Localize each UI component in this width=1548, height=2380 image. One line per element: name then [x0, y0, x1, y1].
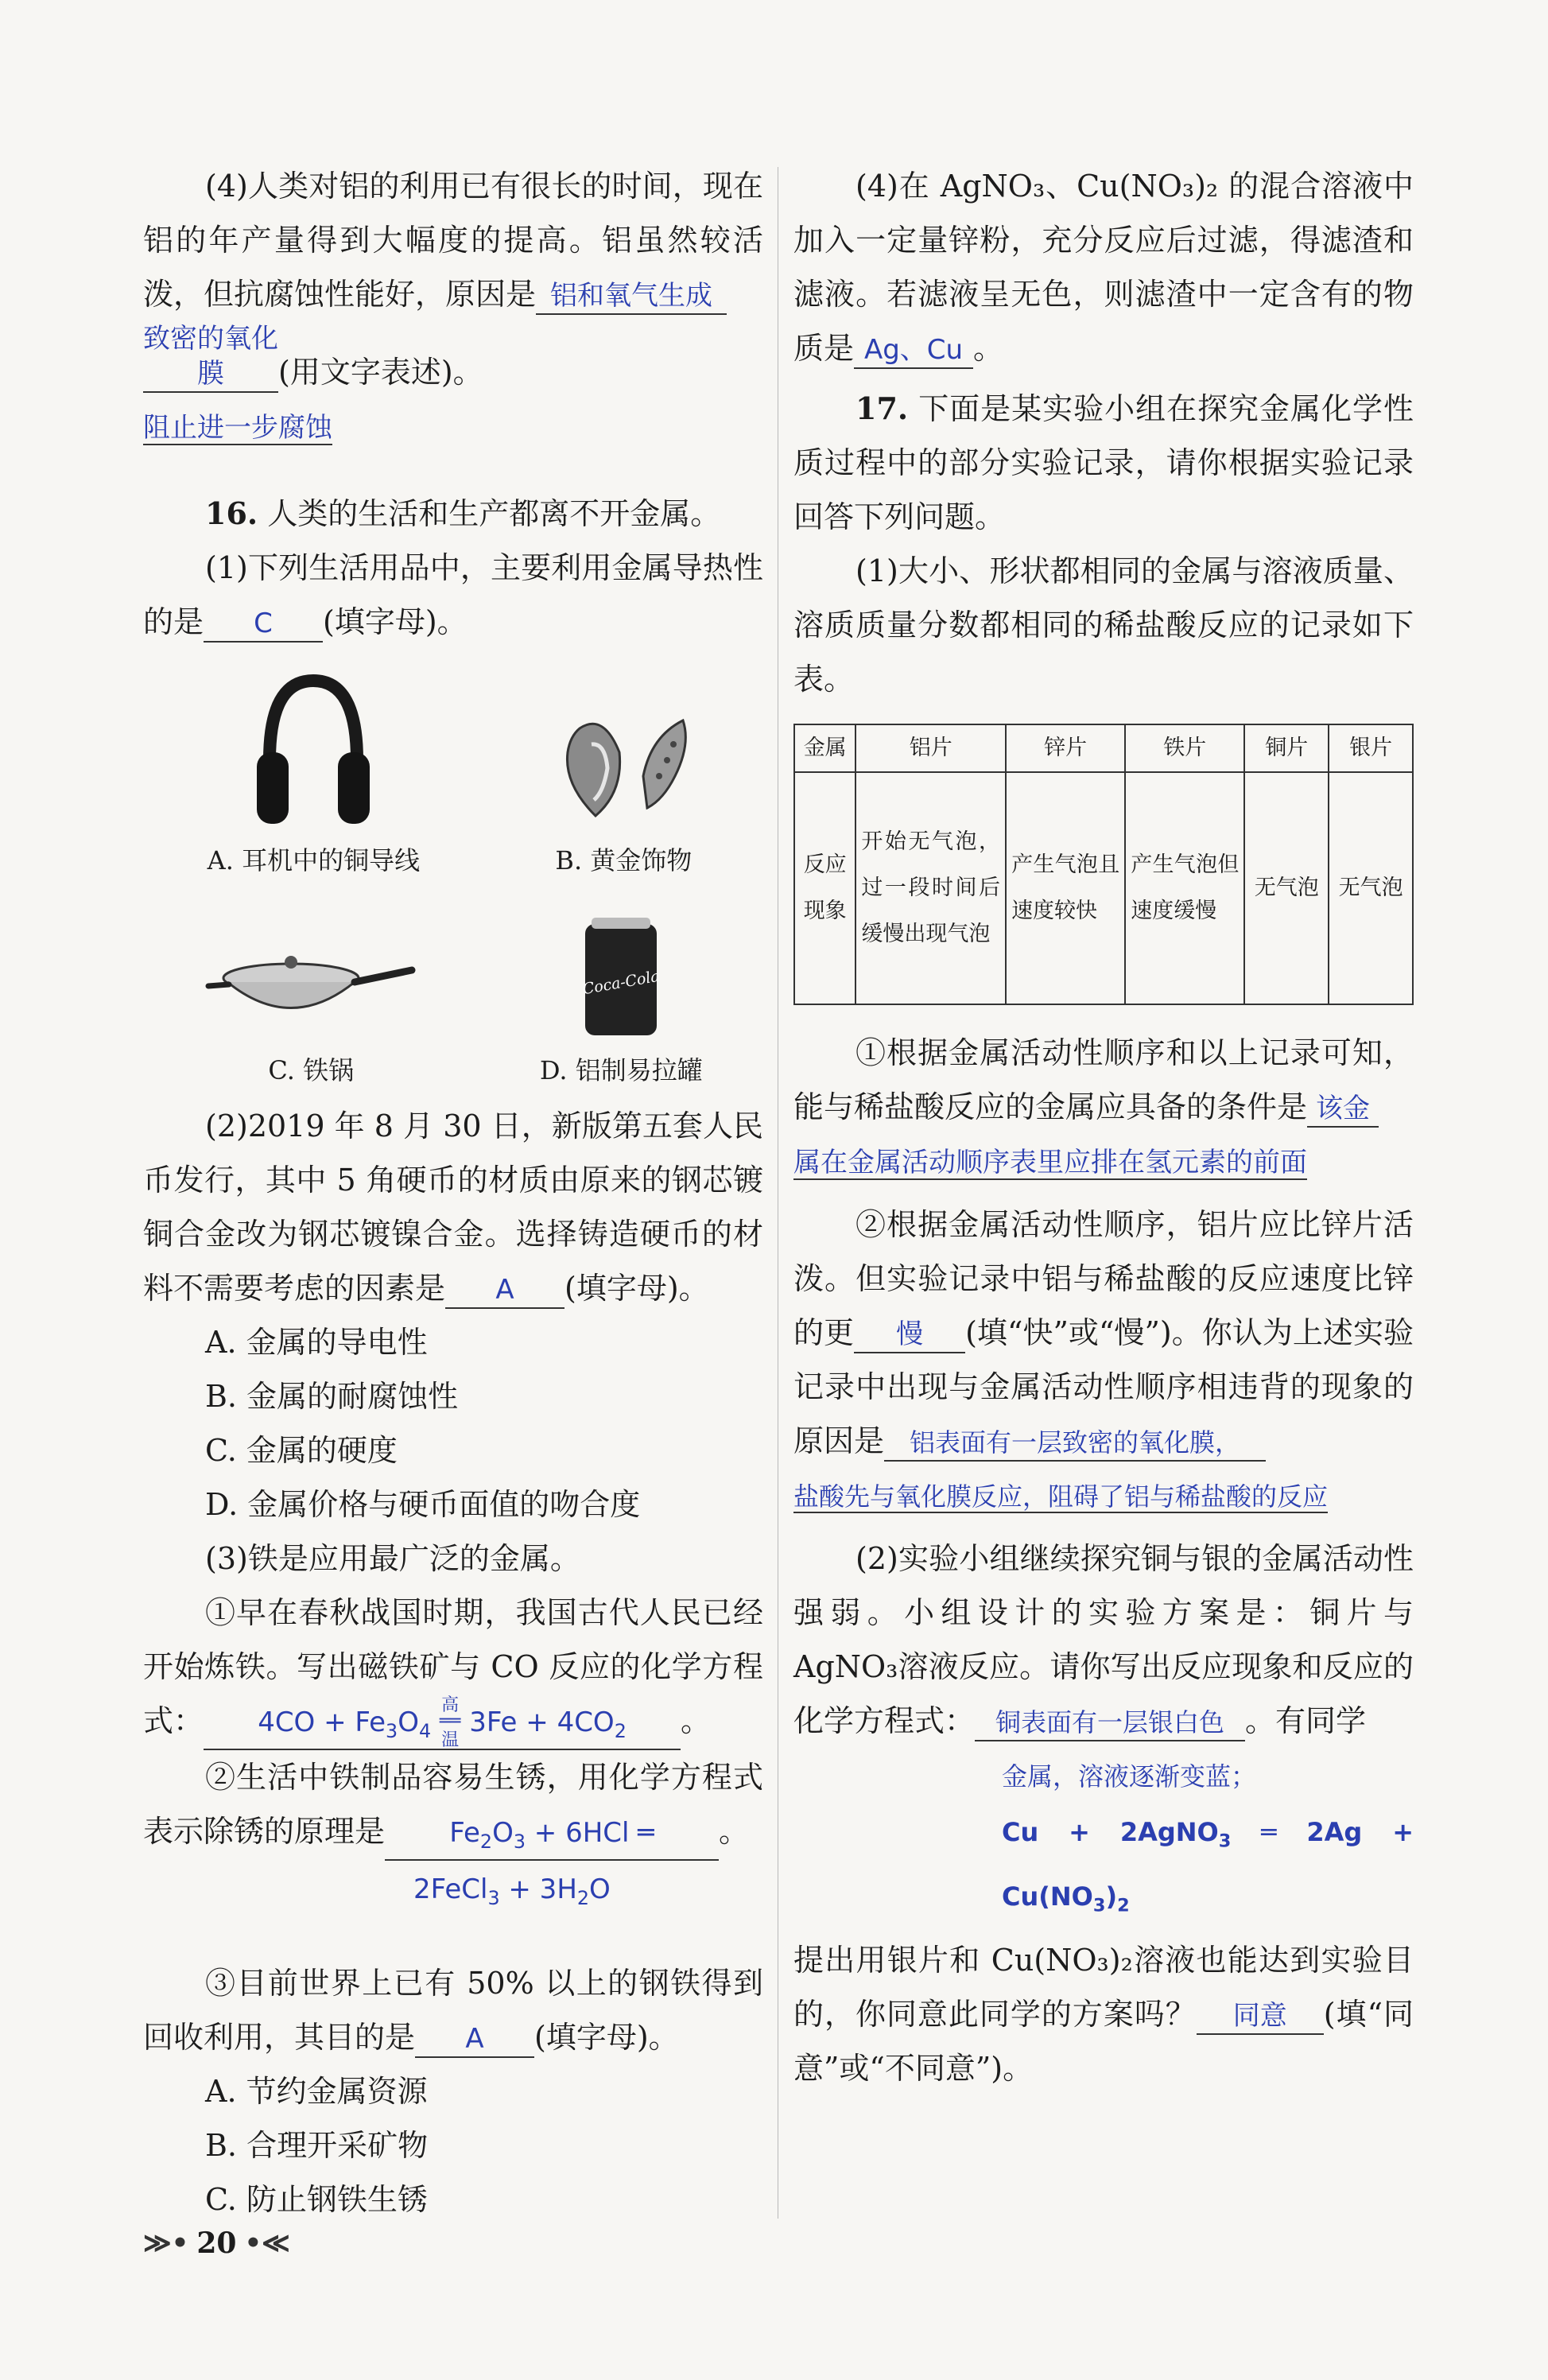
q17-s1-answer-blank-1[interactable]: 该金: [1307, 1091, 1379, 1128]
q16-p2-option-c: C. 金属的硬度: [205, 1433, 398, 1468]
q15-4-line2: 致密的氧化膜 (用文字表述)。: [143, 321, 763, 399]
q16-p3-3-option-c: C. 防止钢铁生锈: [205, 2182, 428, 2218]
table-row-label: 反应现象: [794, 772, 855, 1004]
q17-number: 17.: [855, 390, 909, 426]
q17-p2-line2: [793, 1748, 1414, 1803]
table-header-cell: 铝片: [855, 724, 1006, 772]
q16-p3-3: ③目前世界上已有 50% 以上的钢铁得到回收利用，其目的是 A (填字母)。: [143, 1956, 763, 2064]
figure-iron-wok: [204, 938, 418, 1088]
table-cell: 无气泡: [1329, 772, 1413, 1004]
table-cell: 开始无气泡，过一段时间后缓慢出现气泡: [855, 772, 1006, 1004]
q16-p3-3-answer-blank[interactable]: A: [415, 2021, 534, 2058]
figure-headphones: [208, 673, 420, 878]
q16-p2-option-a: A. 金属的导电性: [205, 1325, 428, 1360]
q17-p1: (1)大小、形状都相同的金属与溶液质量、溶质质量分数都相同的稀盐酸反应的记录如下表。: [793, 553, 1414, 697]
table-cell: 无气泡: [1244, 772, 1329, 1004]
q16-p3-3-option-a: A. 节约金属资源: [205, 2074, 428, 2110]
svg-text:Coca-Cola: Coca-Cola: [581, 967, 661, 999]
table-row: [794, 772, 1413, 1004]
page-number: 20: [196, 2227, 237, 2260]
q16-p3-3-option-b: B. 合理开采矿物: [205, 2128, 429, 2164]
table-header-cell: 锌片: [1006, 724, 1125, 772]
q17-s1-answer-blank-2[interactable]: 属在金属活动顺序表里应排在氢元素的前面: [793, 1147, 1307, 1178]
q16-p3-2-equation-blank-2[interactable]: 2FeCl$_3$ + $3H_2O$: [413, 1873, 611, 1909]
q15-4-answer-blank-3[interactable]: 阻止进一步腐蚀: [143, 412, 332, 444]
q16-p3-2-equation-blank-1[interactable]: $Fe_2O_3 + 6HCl$ ═: [385, 1815, 719, 1861]
q17-p2-answer-blank-1[interactable]: 铜表面有一层银白色: [975, 1705, 1245, 1741]
q17-p2-line3: [793, 1803, 1414, 1933]
q15-4-text: (4)人类对铝的利用已有很长的时间，现在铝的年产量得到大幅度的提高。铝虽然较活泼，但抗腐蚀性能好，原因是 铝和氧气生成: [143, 159, 763, 321]
q17-p2-answer-blank-3[interactable]: 同意: [1197, 1998, 1324, 2035]
table-header-row: [794, 724, 1413, 772]
q16-number: 16.: [205, 495, 258, 531]
q17-experiment-table: [793, 724, 1414, 1005]
wok-icon: [204, 938, 418, 1042]
figure-caption-a: A. 耳机中的铜导线: [207, 845, 421, 876]
q17-p2-equation[interactable]: Cu + 2AgNO$_3$ ═ $2Ag + Cu(NO_3)_2$: [1002, 1817, 1414, 1916]
q16-p3-1: ①早在春秋战国时期，我国古代人民已经开始炼铁。写出磁铁矿与 CO 反应的化学方程式： $4CO + Fe_3O_4$ 高温 ══ $3Fe + 4CO_2$ 。: [143, 1595, 763, 1750]
figure-caption-b: B. 黄金饰物: [555, 845, 693, 876]
q17-s2-reason-blank-2[interactable]: 盐酸先与氧化膜反应，阻碍了铝与稀盐酸的反应: [793, 1481, 1329, 1512]
figure-aluminum-can: [540, 914, 703, 1088]
table-header-cell: 金属: [794, 724, 855, 772]
left-column: [143, 159, 763, 2227]
q16-p2-answer-blank[interactable]: A: [445, 1272, 564, 1309]
q16-p3-2: ②生活中铁制品容易生锈，用化学方程式表示除锈的原理是 $Fe_2O_3 + 6HCl$ ═ 。: [143, 1750, 763, 1861]
q16-p3-intro: (3)铁是应用最广泛的金属。: [205, 1541, 580, 1576]
q17-s1-line2: [793, 1134, 1414, 1190]
q15-4-line3: [143, 399, 763, 455]
figure-gold-jewelry: [548, 705, 699, 878]
figure-caption-d: D. 铝制易拉罐: [539, 1055, 703, 1085]
q17-p2-followup: 提出用银片和 Cu(NO₃)₂溶液也能达到实验目的，你同意此同学的方案吗？ 同意 (填“同意”或“不同意”)。: [793, 1942, 1414, 2086]
right-ornament-icon: •≪: [244, 2227, 290, 2259]
q16-p2: (2)2019 年 8 月 30 日，新版第五套人民币发行，其中 5 角硬币的材质由原来的钢芯镀铜合金改为钢芯镀镍合金。选择铸造硬币的材料不需要考虑的因素是 A (填字母)。: [143, 1099, 763, 1315]
table-header-cell: 铁片: [1125, 724, 1244, 772]
q16-p2-option-d: D. 金属价格与硬币面值的吻合度: [205, 1487, 641, 1522]
page-number-footer: [143, 2227, 290, 2260]
gold-jewelry-icon: [548, 705, 699, 832]
q17-s1: ①根据金属活动性顺序和以上记录可知，能与稀盐酸反应的金属应具备的条件是 该金: [793, 1026, 1414, 1134]
q16-4-text: (4)在 AgNO₃、Cu(NO₃)₂ 的混合溶液中加入一定量锌粉，充分反应后过滤，得滤渣和滤液。若滤液呈无色，则滤渣中一定含有的物质是 Ag、Cu 。: [793, 159, 1414, 375]
headphones-icon: [254, 673, 373, 832]
q17-s2-line2: [793, 1468, 1414, 1524]
soda-can-icon: [577, 914, 665, 1042]
q16-p1: (1)下列生活用品中，主要利用金属导热性的是 C (填字母)。: [143, 541, 763, 649]
q17-p2-answer-blank-2[interactable]: 金属，溶液逐渐变蓝；: [1002, 1761, 1257, 1792]
q16-p3-2-line2: [143, 1861, 763, 1925]
q16-p3-1-equation-blank[interactable]: $4CO + Fe_3O_4$ 高温 ══ $3Fe + 4CO_2$: [204, 1704, 681, 1750]
table-cell: 产生气泡但速度缓慢: [1125, 772, 1244, 1004]
q17-intro: 17. 下面是某实验小组在探究金属化学性质过程中的部分实验记录，请你根据实验记录回答下列问题。: [793, 390, 1414, 534]
left-ornament-icon: ≫•: [143, 2227, 189, 2259]
q17-s2-answer-blank[interactable]: 慢: [854, 1317, 965, 1353]
q16-4-answer-blank[interactable]: Ag、Cu: [854, 332, 973, 369]
table-header-cell: 银片: [1329, 724, 1413, 772]
q16-p2-option-b: B. 金属的耐腐蚀性: [205, 1379, 459, 1414]
figure-caption-c: C. 铁锅: [268, 1055, 355, 1085]
q17-p2: (2)实验小组继续探究铜与银的金属活动性强弱。小组设计的实验方案是：铜片与 AgNO₃溶液反应。请你写出反应现象和反应的化学方程式： 铜表面有一层银白色 。有同学: [793, 1532, 1414, 1748]
q17-s2: ②根据金属活动性顺序，铝片应比锌片活泼。但实验记录中铝与稀盐酸的反应速度比锌的更 慢 (填“快”或“慢”)。你认为上述实验记录中出现与金属活动性顺序相违背的现象的原因是 铝表面有一层致密的氧化膜，: [793, 1198, 1414, 1468]
table-cell: 产生气泡且速度较快: [1006, 772, 1125, 1004]
right-column: [793, 159, 1414, 2095]
q16-intro: 16. 人类的生活和生产都离不开金属。: [205, 495, 721, 531]
table-header-cell: 铜片: [1244, 724, 1329, 772]
q17-s2-reason-blank-1[interactable]: 铝表面有一层致密的氧化膜，: [884, 1425, 1266, 1462]
q15-4-answer-blank-1[interactable]: 铝和氧气生成: [536, 278, 727, 315]
q16-p1-answer-blank[interactable]: C: [204, 606, 323, 643]
q16-figures-row-2: [143, 914, 763, 1088]
q16-figures-row-1: [143, 673, 763, 878]
q15-4-answer-blank-2[interactable]: 致密的氧化膜: [143, 321, 278, 393]
